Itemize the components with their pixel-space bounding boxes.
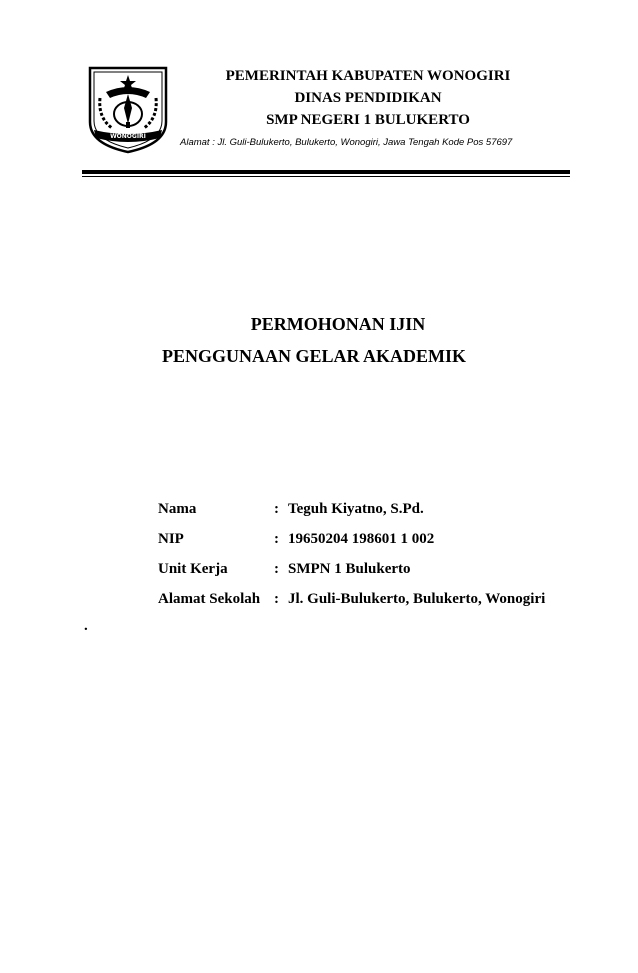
header-address: Alamat : Jl. Guli-Bulukerto, Bulukerto, Wonogiri, Jawa Tengah Kode Pos 57697 <box>180 137 513 148</box>
header-divider-thick <box>82 170 570 174</box>
info-row-nip <box>158 524 545 554</box>
emblem-logo <box>86 62 170 154</box>
info-row-work-unit <box>158 554 545 584</box>
info-colon: : <box>274 530 279 547</box>
info-colon: : <box>274 590 279 607</box>
applicant-info <box>158 494 545 614</box>
info-value: SMPN 1 Bulukerto <box>288 560 411 577</box>
header-line-department: DINAS PENDIDIKAN <box>294 90 442 106</box>
header-divider-thin <box>82 176 570 177</box>
info-value: Jl. Guli-Bulukerto, Bulukerto, Wonogiri <box>288 590 546 607</box>
header-line-school: SMP NEGERI 1 BULUKERTO <box>266 112 470 128</box>
info-colon: : <box>274 500 279 517</box>
info-colon: : <box>274 560 279 577</box>
stray-dot: . <box>84 618 88 634</box>
info-label: NIP <box>158 530 184 547</box>
header-line-government: PEMERINTAH KABUPATEN WONOGIRI <box>225 68 511 84</box>
info-value: Teguh Kiyatno, S.Pd. <box>288 500 424 517</box>
info-label: Alamat Sekolah <box>158 590 261 607</box>
info-value: 19650204 198601 1 002 <box>288 530 435 547</box>
info-row-school-address <box>158 584 545 614</box>
info-label: Unit Kerja <box>158 560 228 577</box>
info-label: Nama <box>158 500 197 517</box>
info-row-name <box>158 494 545 524</box>
document-title-line2: PENGGUNAAN GELAR AKADEMIK <box>162 346 467 366</box>
logo-text: WONOGIRI <box>110 133 146 140</box>
document-title-line1: PERMOHONAN IJIN <box>250 314 426 334</box>
